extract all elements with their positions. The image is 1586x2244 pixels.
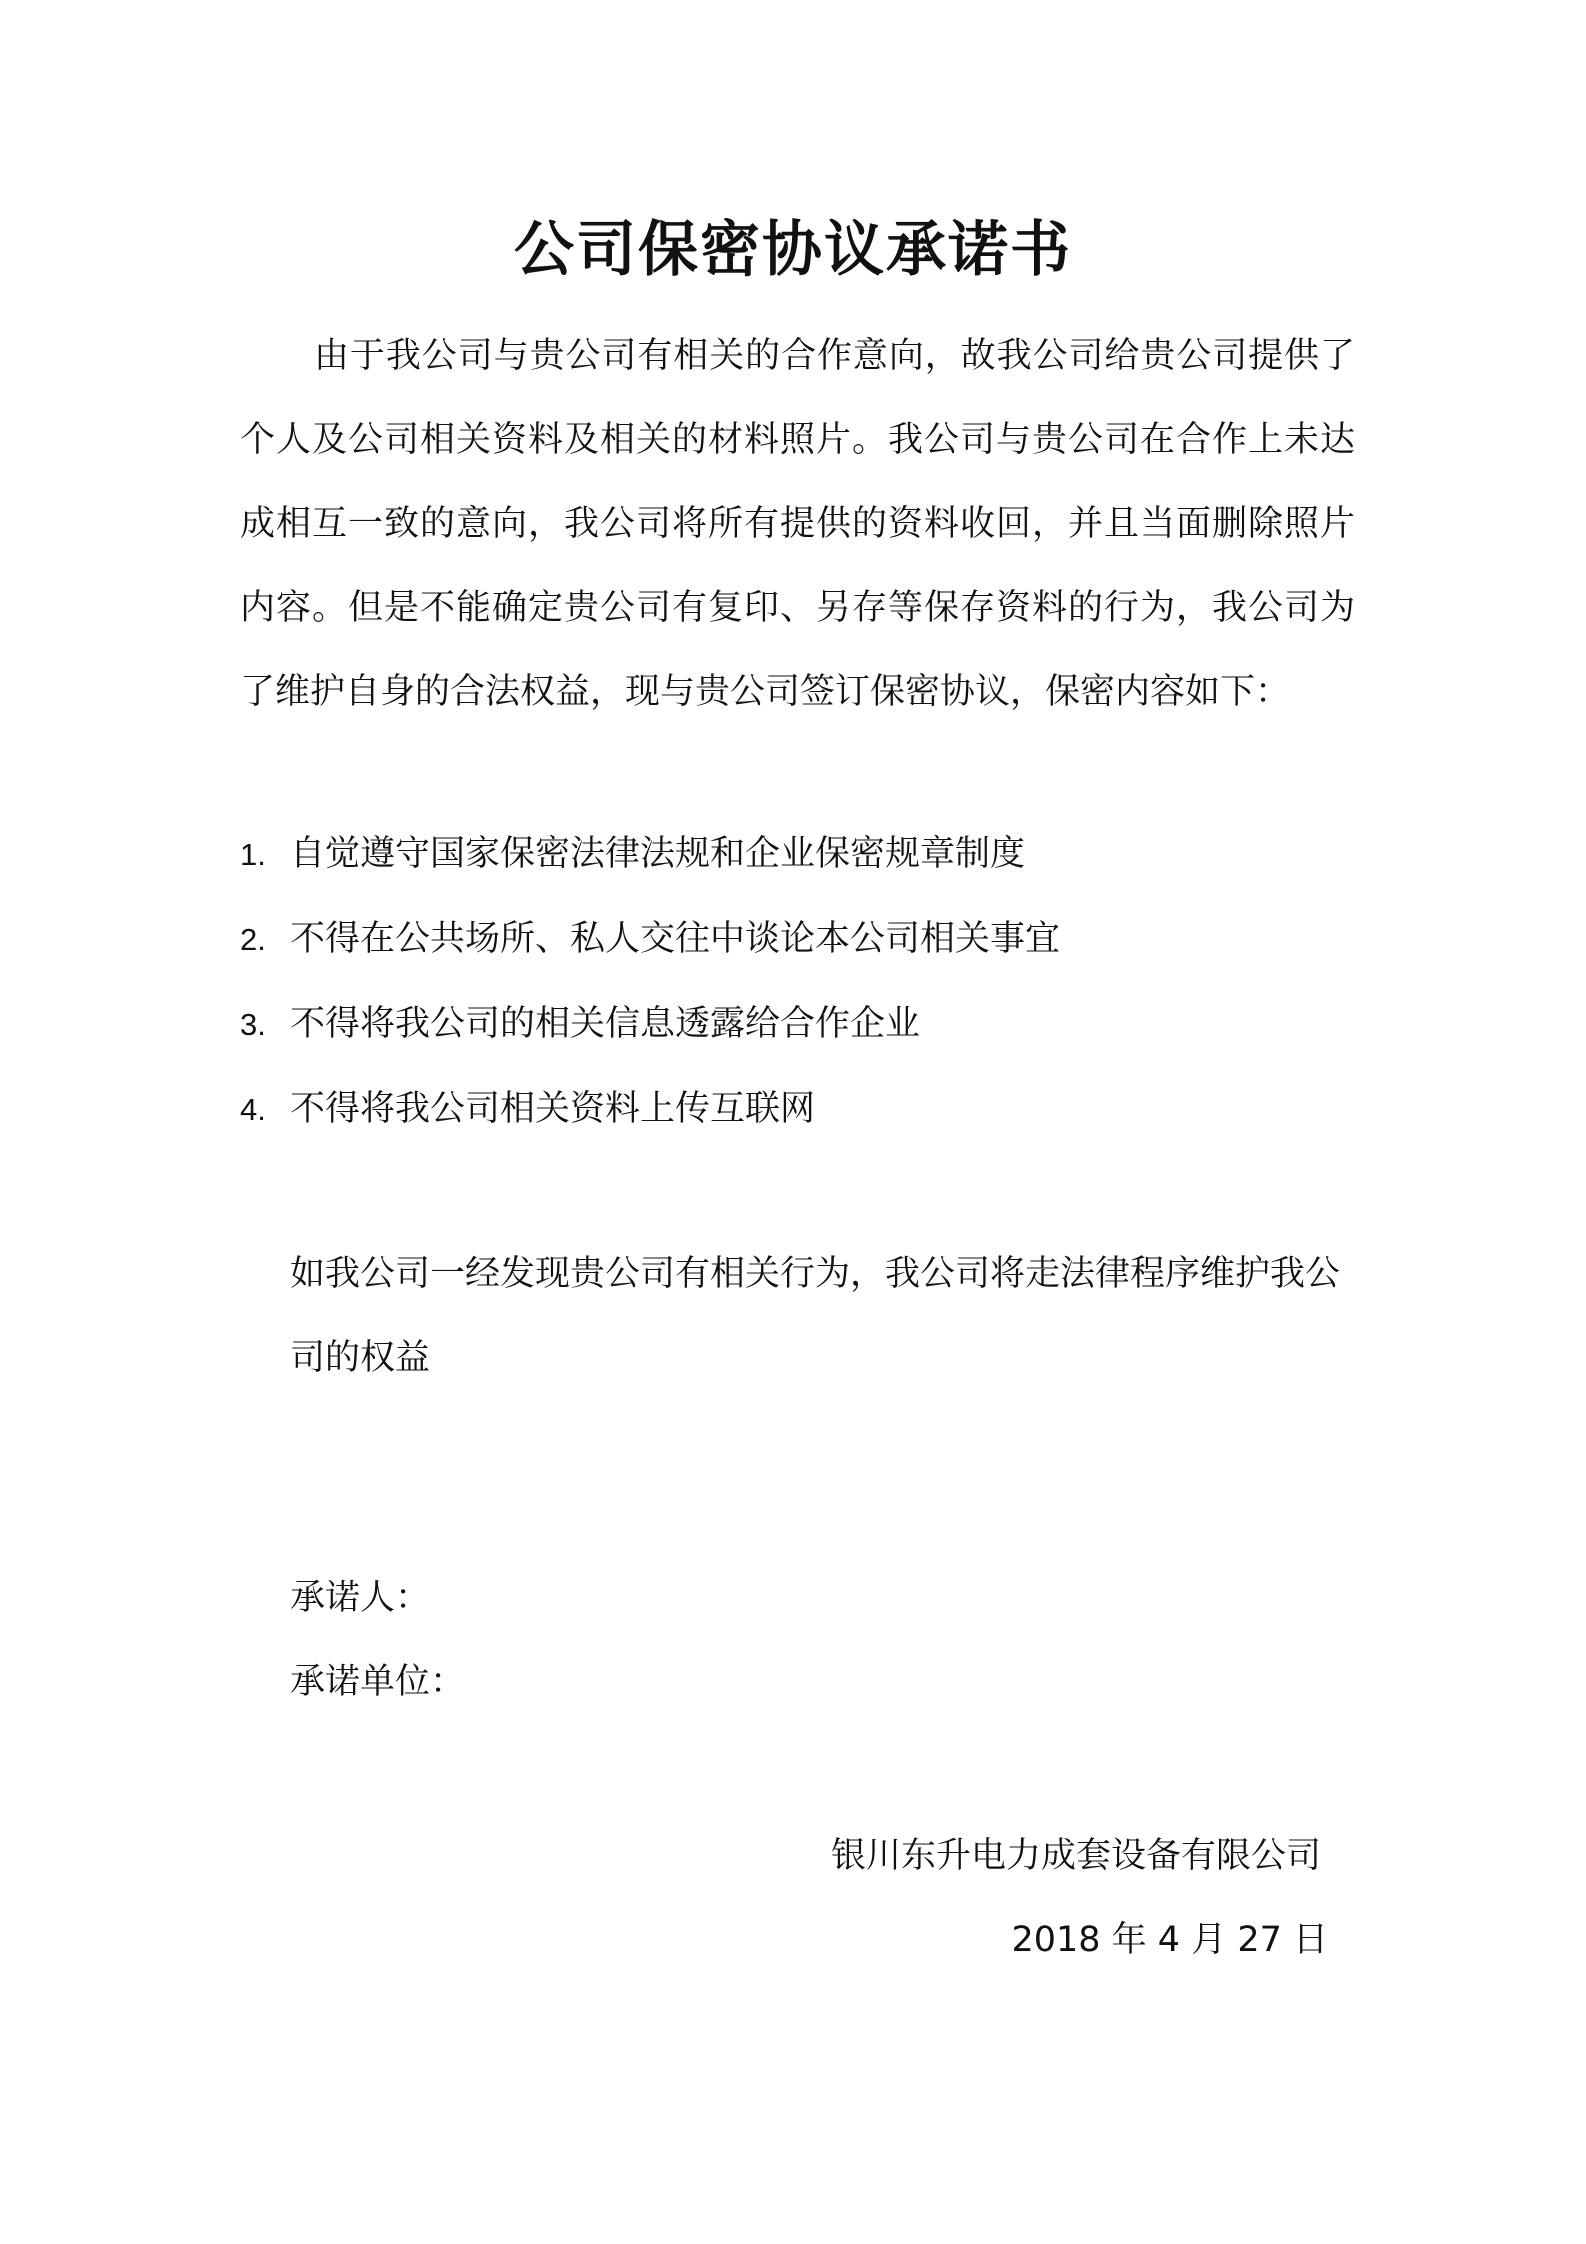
list-item — [240, 982, 1355, 1067]
closing-paragraph: 如我公司一经发现贵公司有相关行为，我公司将走法律程序维护我公司的权益 — [290, 1254, 1341, 1378]
list-item-number: 4. — [240, 1092, 266, 1127]
list-item-number: 2. — [240, 922, 266, 957]
list-item — [240, 1067, 1355, 1152]
list-item-text: 不得将我公司相关资料上传互联网 — [290, 1089, 816, 1129]
list-item-number: 3. — [240, 1007, 266, 1042]
document-title: 公司保密协议承诺书 — [514, 215, 1072, 285]
list-item — [240, 812, 1355, 897]
list-item-text: 不得在公共场所、私人交往中谈论本公司相关事宜 — [290, 919, 1061, 959]
list-item-text: 自觉遵守国家保密法律法规和企业保密规章制度 — [290, 834, 1026, 874]
company-name: 银川东升电力成套设备有限公司 — [830, 1836, 1321, 1876]
unit-label: 承诺单位： — [290, 1662, 466, 1702]
list-item-text: 不得将我公司的相关信息透露给合作企业 — [290, 1004, 921, 1044]
list-item-number: 1. — [240, 837, 266, 872]
intro-paragraph: 由于我公司与贵公司有相关的合作意向，故我公司给贵公司提供了个人及公司相关资料及相关的材料照片。我公司与贵公司在合作上未达成相互一致的意向，我公司将所有提供的资料收回，并且当面删除照片内容。但是不能确定贵公司有复印、另存等保存资料的行为，我公司为了维护自身的合法权益，现与贵公司签订保密协议，保密内容如下： — [240, 336, 1355, 712]
document-date: 2018 年 4 月 27 日 — [1011, 1920, 1328, 1960]
list-item — [240, 897, 1355, 982]
signer-label: 承诺人： — [290, 1578, 431, 1618]
terms-list — [240, 812, 1355, 1152]
